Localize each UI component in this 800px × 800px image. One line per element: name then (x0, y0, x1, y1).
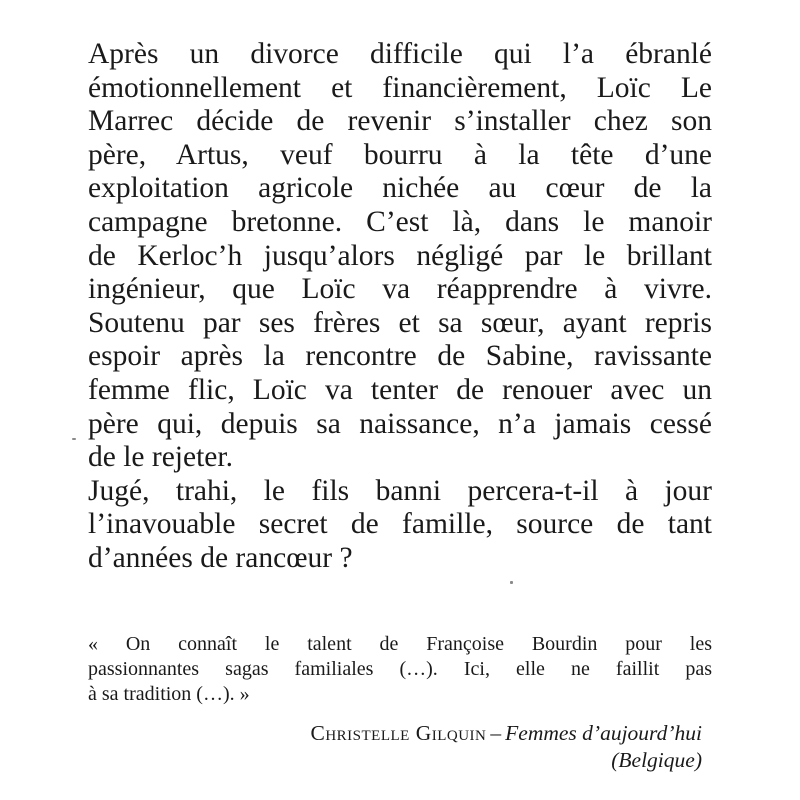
summary-line: père qui, depuis sa naissance, n’a jamais cessé (88, 407, 712, 440)
summary-line: Soutenu par ses frères et sa sœur, ayant repris (88, 306, 712, 339)
summary-line: père, Artus, veuf bourru à la tête d’une (88, 138, 712, 171)
summary-line: ingénieur, que Loïc va réapprendre à vivre. (88, 273, 712, 306)
summary-line: émotionnellement et financièrement, Loïc Le (88, 71, 712, 104)
quote-line: passionnantes sagas familiales (…). Ici, elle ne faillit pas (88, 658, 712, 680)
scan-speck (510, 581, 513, 584)
quote-line: à sa tradition (…). » (88, 683, 250, 705)
quote-source: Femmes d’aujourd’hui (505, 721, 702, 745)
summary-line: de le rejeter. (88, 441, 233, 474)
quote-source-country: (Belgique) (611, 748, 702, 772)
summary-text (88, 38, 712, 576)
summary-line: d’années de rancœur ? (88, 541, 353, 574)
summary-line: femme flic, Loïc va tenter de renouer avec un (88, 373, 712, 406)
summary-line: de Kerloc’h jusqu’alors négligé par le brillant (88, 239, 712, 272)
press-quote (88, 632, 712, 707)
summary-line: Après un divorce difficile qui l’a ébranlé (88, 38, 712, 70)
scan-speck (72, 438, 76, 440)
summary-line: Marrec décide de revenir s’installer chez son (88, 105, 712, 138)
quote-author: Christelle Gilquin (310, 721, 487, 745)
summary-line: l’inavouable secret de famille, source de tant (88, 508, 712, 541)
summary-line: campagne bretonne. C’est là, dans le manoir (88, 205, 712, 238)
summary-line: espoir après la rencontre de Sabine, ravissante (88, 340, 712, 373)
quote-line: « On connaît le talent de Françoise Bourdin pour les (88, 633, 712, 655)
attribution-dash: – (490, 721, 502, 745)
summary-line: Jugé, trahi, le fils banni percera-t-il à jour (88, 474, 712, 507)
quote-attribution (311, 720, 703, 774)
summary-line: exploitation agricole nichée au cœur de la (88, 172, 712, 205)
